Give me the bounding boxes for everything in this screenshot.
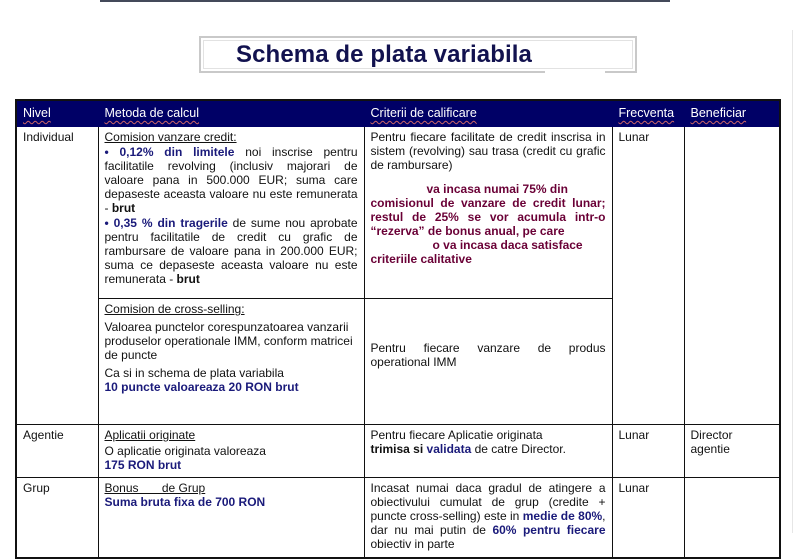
agency-criteria-line bbox=[371, 442, 606, 456]
cell-metoda bbox=[98, 478, 364, 558]
top-rule bbox=[100, 0, 670, 2]
cell-criterii bbox=[364, 478, 612, 558]
rate-012: • 0,12% din limitele bbox=[104, 145, 235, 159]
bullet-drawdowns bbox=[105, 216, 358, 286]
cross-selling-text: Valoarea punctelor corespunzatoarea vanzarii produselor operationale IMM, conform matricei de puncte bbox=[104, 320, 353, 362]
header-metoda bbox=[98, 100, 364, 127]
cell-metoda bbox=[98, 127, 364, 425]
retention-line-2: comisionul de vanzare de credit lunar; restul de 25% se vor acumula intr-o “rezerva” de bonus anual, pe care bbox=[370, 196, 606, 238]
nivel-label: Individual bbox=[23, 130, 74, 144]
cell-beneficiar bbox=[684, 127, 780, 425]
frecventa-label: Lunar bbox=[618, 130, 650, 144]
validated-label: validata bbox=[426, 442, 472, 456]
bullet-text: noi inscrise pentru facilitatile revolving (inclusiv majorari de valoare pana in 500.000 EUR; suma care depaseste aceasta valoare nu este remunerata - bbox=[104, 145, 358, 215]
header-label: Metoda de calcul bbox=[104, 106, 200, 120]
table-row bbox=[16, 425, 780, 478]
table-header-row bbox=[16, 100, 780, 127]
page-title: Schema de plata variabila bbox=[236, 41, 532, 68]
frecventa-label: Lunar bbox=[618, 481, 650, 495]
group-bonus-title: Bonus de Grup bbox=[104, 481, 206, 495]
cross-selling-criteria-block bbox=[365, 299, 612, 373]
page-edge bbox=[792, 30, 793, 533]
header-label: Criterii de calificare bbox=[370, 106, 477, 120]
credit-commission-title: Comision vanzare credit: bbox=[104, 130, 237, 144]
applications-label: O aplicatie originata valoreaza bbox=[104, 444, 266, 458]
cell-beneficiar bbox=[684, 425, 780, 478]
cross-selling-block bbox=[99, 299, 364, 398]
cell-nivel bbox=[16, 127, 98, 425]
cross-selling-note: Ca si in schema de plata variabila bbox=[104, 366, 284, 380]
agency-criteria-prefix: Pentru fiecare Aplicatie originata bbox=[370, 428, 543, 442]
credit-criteria-text: Pentru fiecare facilitate de credit inscrisa in sistem (revolving) sau trasa (credit cu grafic de rambursare) bbox=[370, 130, 606, 172]
group-criteria-text: Incasat numai daca gradul de atingere a obiectivului cumulat de grup (credite + puncte cross-selling) este in bbox=[370, 481, 606, 523]
header-beneficiar bbox=[684, 100, 780, 127]
nivel-label: Agentie bbox=[23, 428, 64, 442]
rate-035: • 0,35 % din tragerile bbox=[104, 216, 228, 230]
header-label: Nivel bbox=[23, 106, 51, 120]
brut-label: brut bbox=[176, 272, 200, 286]
bullet-text: de sume nou aprobate pentru facilitatile de credit cu grafic de rambursare de valoare pana in 200.000 EUR; suma ce depaseste aceasta valoare nu este remunerata - bbox=[104, 216, 358, 286]
cell-criterii bbox=[364, 425, 612, 478]
brut-label: brut bbox=[111, 201, 136, 215]
average-target: medie de 80% bbox=[522, 509, 603, 523]
bullet-credit-limits bbox=[105, 145, 358, 215]
credit-criteria-block bbox=[365, 127, 612, 299]
cell-nivel bbox=[16, 478, 98, 558]
agency-criteria-suffix: de catre Director. bbox=[471, 442, 566, 456]
applications-value: 175 RON brut bbox=[104, 458, 182, 472]
header-nivel bbox=[16, 100, 98, 127]
sent-label: trimisa si bbox=[370, 442, 424, 456]
cross-selling-value: 10 puncte valoareaza 20 RON brut bbox=[104, 380, 299, 394]
retention-line-4: criteriile calitative bbox=[370, 252, 472, 266]
beneficiar-label: Director agentie bbox=[690, 428, 733, 456]
retention-line-1: va incasa numai 75% din bbox=[426, 182, 568, 196]
payment-scheme-table bbox=[15, 99, 781, 559]
cell-frecventa bbox=[612, 425, 684, 478]
group-bonus-value: Suma bruta fixa de 700 RON bbox=[104, 495, 266, 509]
applications-text bbox=[105, 444, 358, 458]
header-frecventa bbox=[612, 100, 684, 127]
minimum-target: 60% pentru fiecare bbox=[492, 523, 606, 537]
header-criterii bbox=[364, 100, 612, 127]
cell-nivel bbox=[16, 425, 98, 478]
retention-line-3: o va incasa daca satisface bbox=[432, 238, 583, 252]
cell-criterii bbox=[364, 127, 612, 425]
header-label: Beneficiar bbox=[690, 106, 747, 120]
header-label: Frecventa bbox=[618, 106, 675, 120]
table-row bbox=[16, 478, 780, 558]
cross-selling-title: Comision de cross-selling: bbox=[104, 302, 245, 316]
credit-commission-block bbox=[99, 127, 364, 299]
frecventa-label: Lunar bbox=[618, 428, 650, 442]
applications-title: Aplicatii originate bbox=[104, 428, 196, 442]
cell-metoda bbox=[98, 425, 364, 478]
cell-frecventa bbox=[612, 478, 684, 558]
cell-beneficiar bbox=[684, 478, 780, 558]
group-criteria-text: , dar nu mai putin de bbox=[370, 509, 606, 537]
cross-selling-criteria-text: Pentru fiecare vanzare de produs operational IMM bbox=[370, 341, 606, 369]
title-frame-gap bbox=[545, 69, 605, 75]
cell-frecventa bbox=[612, 127, 684, 425]
group-criteria-text: obiectiv in parte bbox=[370, 537, 455, 551]
table-row bbox=[16, 127, 780, 425]
nivel-label: Grup bbox=[23, 481, 50, 495]
